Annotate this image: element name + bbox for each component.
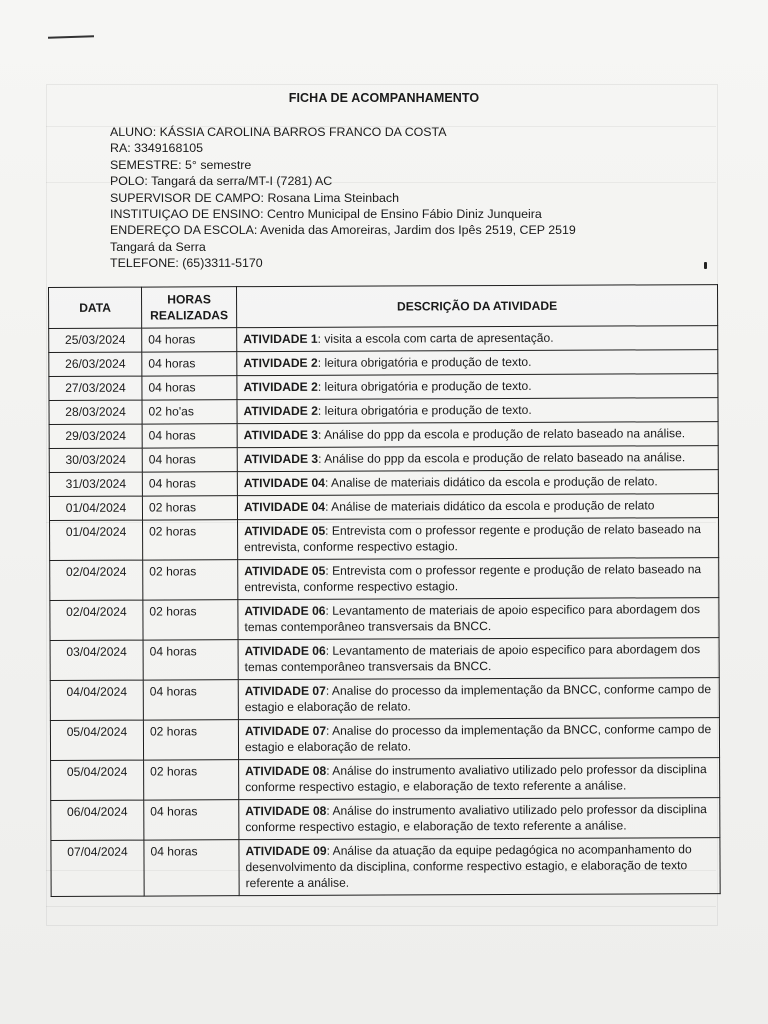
cell-description: [237, 350, 718, 376]
cell-hours: 02 horas: [143, 720, 238, 760]
table-row: [50, 718, 719, 761]
cell-hours: 02 ho'as: [142, 400, 237, 424]
cell-description: [237, 470, 718, 496]
cell-description: [239, 838, 720, 896]
activity-label: ATIVIDADE 07: [244, 723, 327, 739]
cell-hours: 04 horas: [142, 352, 237, 376]
cell-hours: 04 horas: [143, 680, 238, 720]
header-field: TELEFONE: (65)3311-5170: [110, 256, 263, 271]
ink-dot: [704, 262, 707, 269]
cell-description: [239, 798, 720, 840]
cell-description: [238, 598, 719, 640]
cell-date: 01/04/2024: [50, 520, 143, 560]
cell-date: 02/04/2024: [50, 600, 143, 640]
cell-hours: 02 horas: [143, 600, 238, 640]
activity-text: : Análise do instrumento avaliativo utilizado pelo professor da disciplina conforme respectivo estagio, e elaboração de texto referente a análise.: [245, 802, 707, 835]
table-row: [49, 398, 718, 425]
cell-date: 05/04/2024: [51, 760, 144, 800]
cell-description: [237, 446, 718, 472]
cell-description: [237, 398, 718, 424]
header-field: SUPERVISOR DE CAMPO: Rosana Lima Steinbach: [110, 190, 400, 205]
table-row: [50, 558, 719, 601]
header-field: ENDEREÇO DA ESCOLA: Avenida das Amoreiras, Jardim dos Ipês 2519, CEP 2519: [110, 223, 576, 238]
table-body: [49, 326, 720, 897]
cell-description: [238, 558, 719, 600]
header-fields: [110, 124, 576, 272]
activity-text: : Entrevista com o professor regente e produção de relato baseado na entrevista, conforme respectivo estagio.: [244, 522, 701, 555]
table-row: [50, 518, 719, 561]
table-row: [49, 326, 718, 353]
table-row: [51, 798, 720, 841]
activity-table: [48, 284, 721, 897]
activity-label: ATIVIDADE 08: [245, 803, 327, 819]
activity-label: ATIVIDADE 04: [243, 475, 325, 491]
activity-label: ATIVIDADE 06: [244, 643, 326, 659]
table-row: [49, 350, 718, 377]
activity-label: ATIVIDADE 2: [243, 379, 318, 395]
activity-label: ATIVIDADE 05: [244, 563, 326, 579]
activity-text: : Analise do processo da implementação da BNCC, conforme campo de estagio e elaboração de relato.: [244, 722, 712, 755]
activity-label: ATIVIDADE 2: [243, 403, 318, 419]
table-row: [49, 374, 718, 401]
cell-description: [237, 494, 718, 520]
table-row: [49, 494, 718, 521]
cell-description: [238, 718, 719, 760]
activity-text: : Análise de materiais didático da escola e produção de relato: [325, 498, 655, 514]
table-row: [49, 470, 718, 497]
header-description: DESCRIÇÃO DA ATIVIDADE: [237, 285, 718, 328]
table-row: [50, 638, 719, 681]
activity-text: : Entrevista com o professor regente e produção de relato baseado na entrevista, conforme respectivo estagio.: [244, 562, 702, 595]
activity-label: ATIVIDADE 04: [243, 499, 326, 515]
activity-text: : Analise do processo da implementação da BNCC, conforme campo de estagio e elaboração de relato.: [244, 682, 712, 715]
activity-text: : leitura obrigatória e produção de texto.: [317, 378, 532, 394]
cell-hours: 04 horas: [142, 328, 237, 352]
cell-date: 28/03/2024: [49, 400, 142, 424]
activity-text: : Análise da atuação da equipe pedagógica no acompanhamento do desenvolvimento da disciplina, conforme respectivo estagio, e elaboração de texto referente a análise.: [245, 842, 692, 891]
cell-date: 01/04/2024: [49, 496, 142, 520]
header-field: Tangará da Serra: [110, 239, 206, 254]
cell-description: [239, 758, 720, 800]
activity-label: ATIVIDADE 07: [244, 683, 326, 699]
cell-hours: 04 horas: [144, 840, 239, 896]
header-field: ALUNO: KÁSSIA CAROLINA BARROS FRANCO DA COSTA: [110, 125, 447, 139]
cell-date: 27/03/2024: [49, 376, 142, 400]
cell-date: 30/03/2024: [49, 448, 142, 472]
activity-label: ATIVIDADE 1: [243, 331, 318, 347]
table-row: [49, 422, 718, 449]
table-row: [51, 758, 720, 801]
header-hours: HORAS REALIZADAS: [142, 287, 237, 328]
cell-description: [238, 638, 719, 680]
activity-text: : Análise do ppp da escola e produção de relato baseado na análise.: [317, 426, 686, 442]
cell-hours: 04 horas: [142, 424, 237, 448]
cell-hours: 04 horas: [142, 448, 237, 472]
cell-hours: 02 horas: [143, 520, 238, 560]
cell-description: [238, 518, 719, 560]
header-date: DATA: [49, 287, 142, 328]
cell-description: [237, 326, 718, 352]
activity-text: : leitura obrigatória e produção de texto.: [317, 402, 532, 418]
cell-hours: 04 horas: [143, 640, 238, 680]
cell-date: 06/04/2024: [51, 800, 144, 840]
cell-date: 25/03/2024: [49, 328, 142, 352]
activity-text: : Levantamento de materiais de apoio especifico para abordagem dos temas contemporâneo transversais da BNCC.: [244, 602, 701, 635]
header-field: RA: 3349168105: [110, 141, 204, 156]
activity-text: : Analise de materiais didático da escola e produção de relato.: [324, 474, 658, 490]
activity-label: ATIVIDADE 3: [243, 427, 319, 443]
cell-description: [237, 374, 718, 400]
cell-date: 05/04/2024: [50, 720, 143, 760]
cell-hours: 02 horas: [144, 760, 239, 800]
activity-text: : leitura obrigatória e produção de texto.: [317, 354, 532, 370]
header-field: SEMESTRE: 5° semestre: [110, 157, 252, 172]
cell-date: 07/04/2024: [51, 840, 144, 896]
cell-date: 29/03/2024: [49, 424, 142, 448]
cell-description: [238, 678, 719, 720]
table-row: [51, 838, 720, 897]
activity-label: ATIVIDADE 2: [243, 355, 318, 371]
activity-label: ATIVIDADE 06: [244, 603, 326, 619]
activity-text: : Análise do instrumento avaliativo utilizado pelo professor da disciplina conforme respectivo estagio, e elaboração de texto referente a análise.: [245, 762, 707, 795]
cell-date: 31/03/2024: [49, 472, 142, 496]
activity-label: ATIVIDADE 05: [244, 523, 326, 539]
table-row: [49, 446, 718, 473]
cell-hours: 02 horas: [143, 560, 238, 600]
cell-date: 26/03/2024: [49, 352, 142, 376]
document-title: FICHA DE ACOMPANHAMENTO: [288, 91, 480, 105]
cell-date: 03/04/2024: [50, 640, 143, 680]
table-header-row: [49, 285, 718, 329]
activity-label: ATIVIDADE 09: [245, 843, 327, 859]
header-field: POLO: Tangará da serra/MT-I (7281) AC: [110, 174, 333, 189]
table-row: [50, 598, 719, 641]
cell-hours: 04 horas: [142, 376, 237, 400]
activity-label: ATIVIDADE 3: [243, 451, 319, 467]
header-field: INSTITUIÇAO DE ENSINO: Centro Municipal de Ensino Fábio Diniz Junqueira: [110, 207, 542, 222]
activity-text: : Levantamento de materiais de apoio especifico para abordagem dos temas contemporâneo transversais da BNCC.: [244, 642, 701, 675]
cell-description: [237, 422, 718, 448]
cell-hours: 04 horas: [142, 472, 237, 496]
cell-hours: 04 horas: [144, 800, 239, 840]
bleed-through-line: [46, 906, 716, 907]
cell-date: 04/04/2024: [50, 680, 143, 720]
activity-text: : visita a escola com carta de apresentação.: [317, 330, 554, 346]
cell-date: 02/04/2024: [50, 560, 143, 600]
activity-label: ATIVIDADE 08: [245, 763, 327, 779]
table-row: [50, 678, 719, 721]
activity-text: : Análise do ppp da escola e produção de relato baseado na análise.: [318, 450, 686, 466]
cell-hours: 02 horas: [142, 496, 237, 520]
